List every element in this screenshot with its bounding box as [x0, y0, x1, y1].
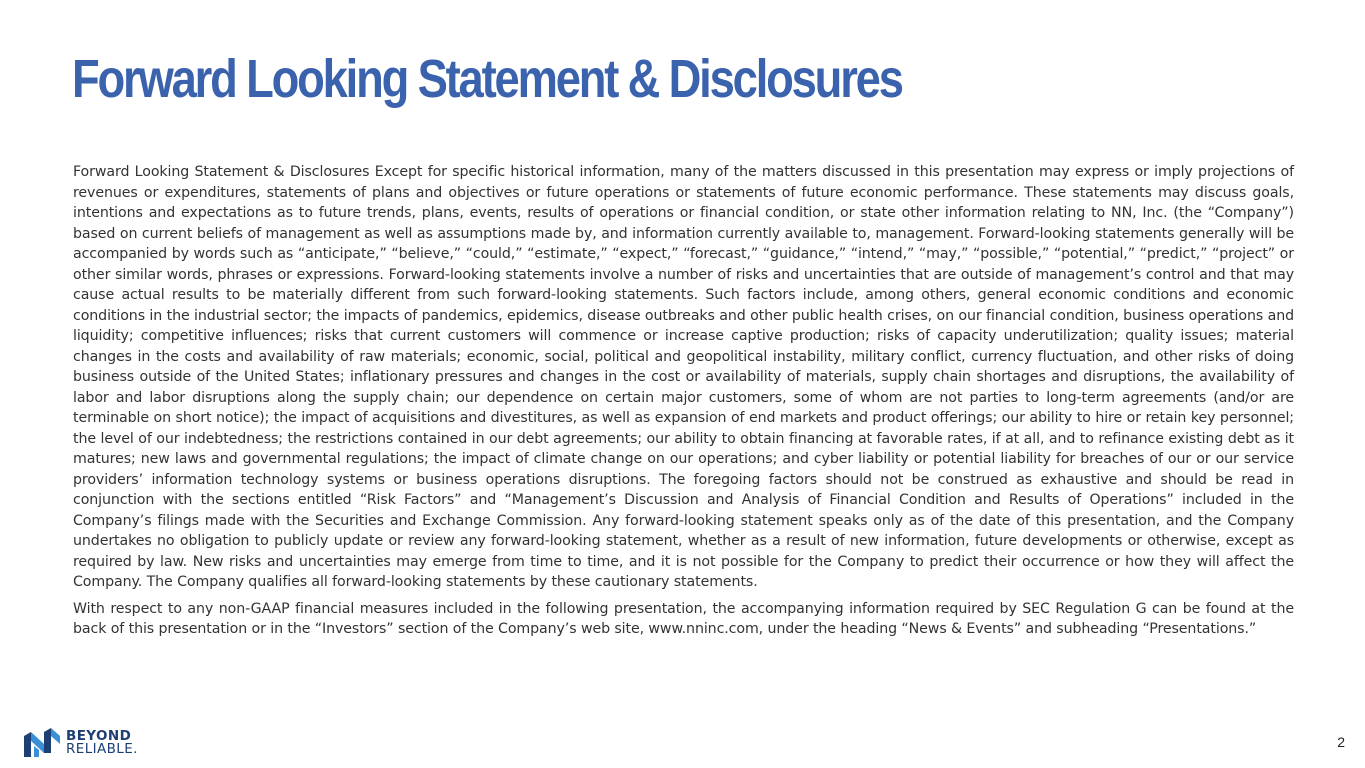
logo-text-reliable-word: RELIABLE: [66, 741, 134, 757]
page-number: 2: [1337, 734, 1345, 750]
disclosure-body: [73, 162, 1294, 640]
forward-looking-paragraph: Forward Looking Statement & Disclosures Except for specific historical information, many of the matters discussed in this presentation may express or imply projections of revenues or expenditures, statements of plans and objectives or future operations or statements of future economic performance. These statements may discuss goals, intentions and expectations as to future trends, plans, events, results of operations or financial condition, or state other information relating to NN, Inc. (the “Company”) based on current beliefs of management as well as assumptions made by, and information currently available to, management. Forward-looking statements generally will be accompanied by words such as “anticipate,” “believe,” “could,” “estimate,” “expect,” “forecast,” “guidance,” “intend,” “may,” “possible,” “potential,” “predict,” “project” or other similar words, phrases or expressions. Forward-looking statements involve a number of risks and uncertainties that are outside of management’s control and that may cause actual results to be materially different from such forward-looking statements. Such factors include, among others, general economic conditions and economic conditions in the industrial sector; the impacts of pandemics, epidemics, disease outbreaks and other public health crises, on our financial condition, business operations and liquidity; competitive influences; risks that current customers will commence or increase captive production; risks of capacity underutilization; quality issues; material changes in the costs and availability of raw materials; economic, social, political and geopolitical instability, military conflict, currency fluctuation, and other risks of doing business outside of the United States; inflationary pressures and changes in the cost or availability of materials, supply chain shortages and disruptions, the availability of labor and labor disruptions along the supply chain; our dependence on certain major customers, some of whom are not parties to long-term agreements (and/or are terminable on short notice); the impact of acquisitions and divestitures, as well as expansion of end markets and product offerings; our ability to hire or retain key personnel; the level of our indebtedness; the restrictions contained in our debt agreements; our ability to obtain financing at favorable rates, if at all, and to refinance existing debt as it matures; new laws and governmental regulations; the impact of climate change on our operations; and cyber liability or potential liability for breaches of our or our service providers’ information technology systems or business operations disruptions. The foregoing factors should not be construed as exhaustive and should be read in conjunction with the sections entitled “Risk Factors” and “Management’s Discussion and Analysis of Financial Condition and Results of Operations” included in the Company’s filings made with the Securities and Exchange Commission. Any forward-looking statement speaks only as of the date of this presentation, and the Company undertakes no obligation to publicly update or review any forward-looking statement, whether as a result of new information, future developments or otherwise, except as required by law. New risks and uncertainties may emerge from time to time, and it is not possible for the Company to predict their occurrence or how they will affect the Company. The Company qualifies all forward-looking statements by these cautionary statements.: [73, 164, 1294, 590]
non-gaap-paragraph: With respect to any non-GAAP financial measures included in the following presentation, the accompanying information required by SEC Regulation G can be found at the back of this presentation or in the “Investors” section of the Company’s web site, www.nninc.com, under the heading “News & Events” and subheading “Presentations.”: [73, 600, 1294, 637]
logo-text-beyond: BEYOND: [66, 728, 132, 744]
nn-logo-mark-icon: [22, 728, 62, 758]
page-title: Forward Looking Statement & Disclosures: [72, 49, 902, 109]
logo-trademark: .: [133, 741, 138, 757]
logo-text-reliable: [66, 742, 138, 756]
company-logo: [22, 728, 172, 758]
